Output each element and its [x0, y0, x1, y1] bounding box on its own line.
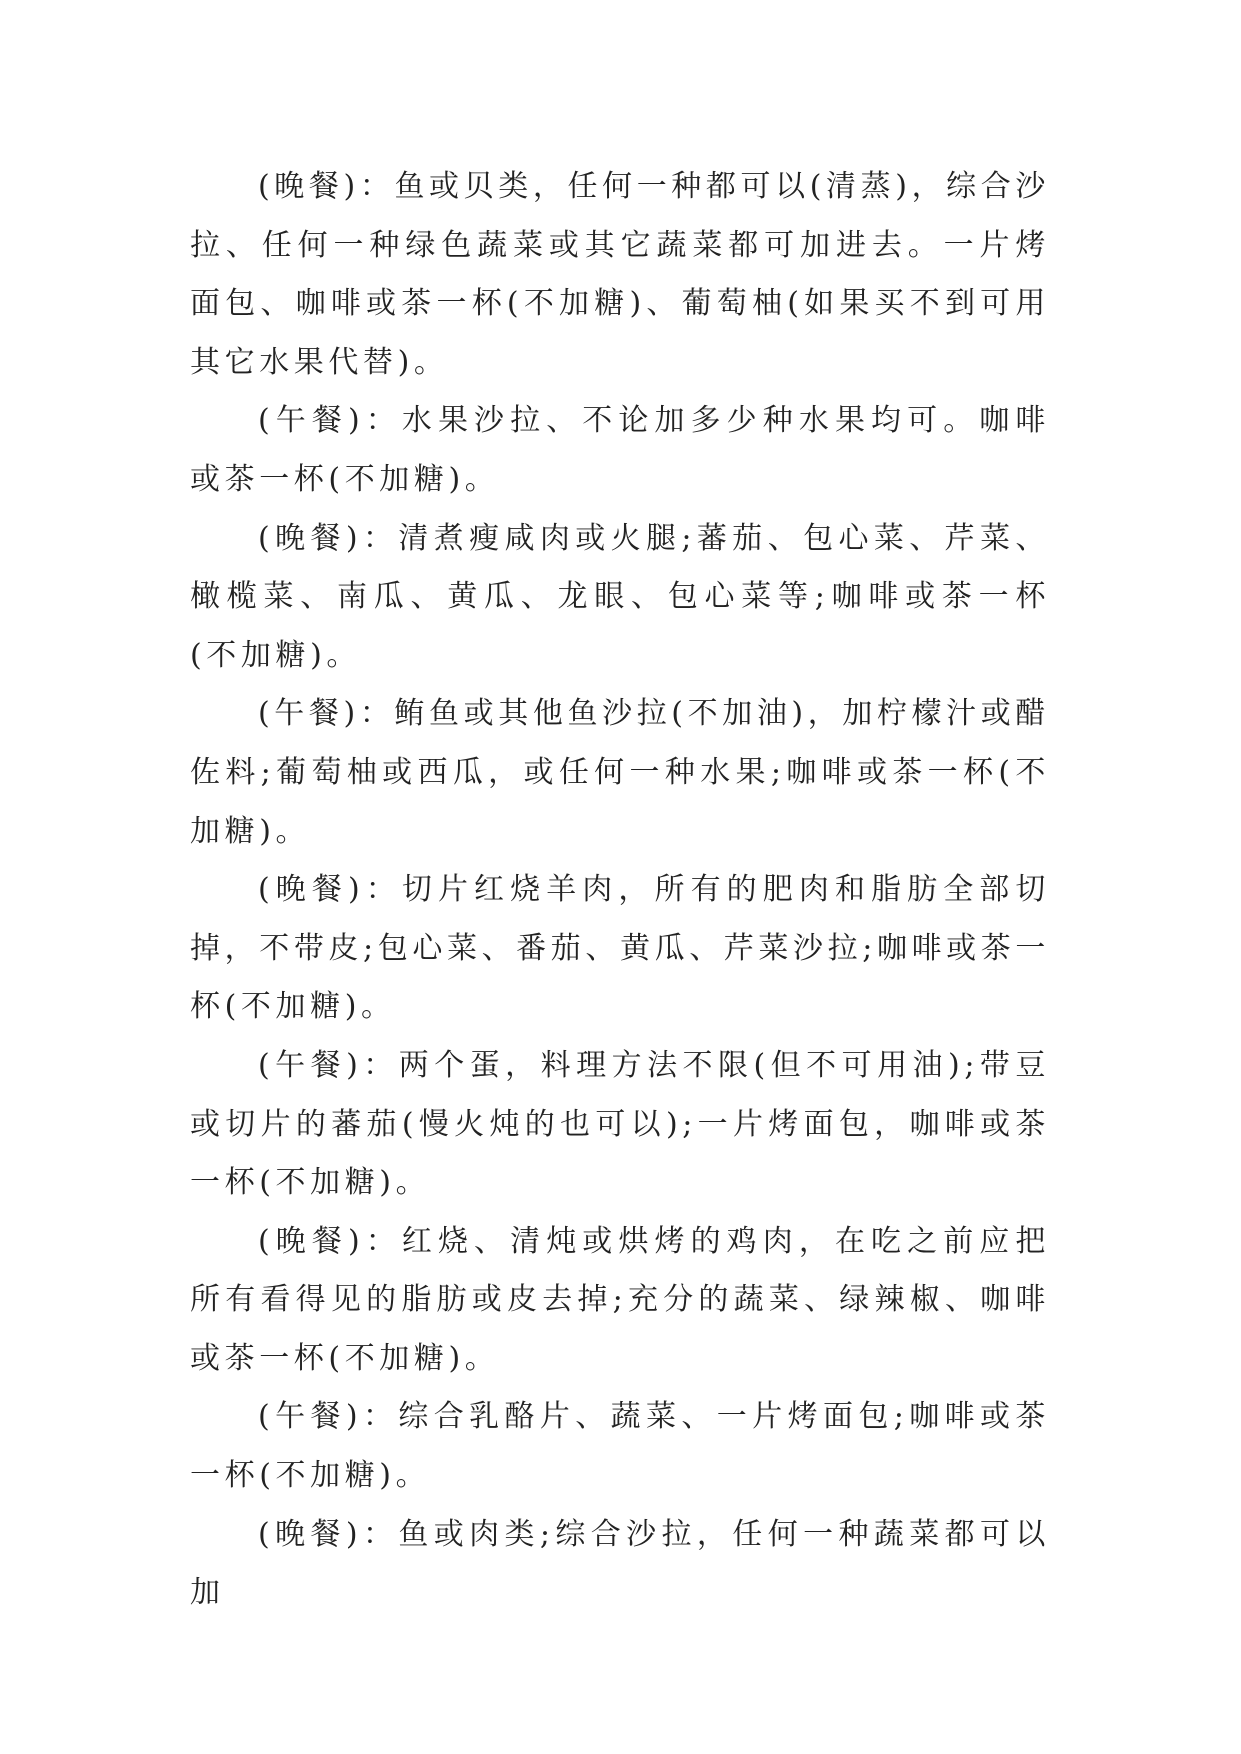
paragraph-lunch-3: (午餐)：两个蛋，料理方法不限(但不可用油);带豆或切片的蕃茄(慢火炖的也可以);一片烤面包，咖啡或茶一杯(不加糖)。	[190, 1047, 1050, 1201]
paragraph-dinner-1: (晚餐)：鱼或贝类，任何一种都可以(清蒸)，综合沙拉、任何一种绿色蔬菜或其它蔬菜都可加进去。一片烤面包、咖啡或茶一杯(不加糖)、葡萄柚(如果买不到可用其它水果代替)。	[190, 169, 1050, 380]
paragraph-dinner-3: (晚餐)：切片红烧羊肉，所有的肥肉和脂肪全部切掉，不带皮;包心菜、番茄、黄瓜、芹菜沙拉;咖啡或茶一杯(不加糖)。	[190, 872, 1050, 1025]
paragraph-lunch-1: (午餐)：水果沙拉、不论加多少种水果均可。咖啡或茶一杯(不加糖)。	[190, 403, 1050, 497]
paragraph-dinner-5: (晚餐)：鱼或肉类;综合沙拉，任何一种蔬菜都可以加	[190, 1516, 1050, 1611]
paragraph-dinner-2: (晚餐)：清煮瘦咸肉或火腿;蕃茄、包心菜、芹菜、橄榄菜、南瓜、黄瓜、龙眼、包心菜等;咖啡或茶一杯(不加糖)。	[190, 520, 1050, 673]
paragraph-dinner-4: (晚餐)：红烧、清炖或烘烤的鸡肉，在吃之前应把所有看得见的脂肪或皮去掉;充分的蔬菜、绿辣椒、咖啡或茶一杯(不加糖)。	[190, 1223, 1050, 1376]
document-body	[190, 158, 1050, 1623]
paragraph-lunch-2: (午餐)：鲔鱼或其他鱼沙拉(不加油)，加柠檬汁或醋佐料;葡萄柚或西瓜，或任何一种水果;咖啡或茶一杯(不加糖)。	[190, 696, 1050, 849]
paragraph-lunch-4: (午餐)：综合乳酪片、蔬菜、一片烤面包;咖啡或茶一杯(不加糖)。	[190, 1399, 1050, 1494]
